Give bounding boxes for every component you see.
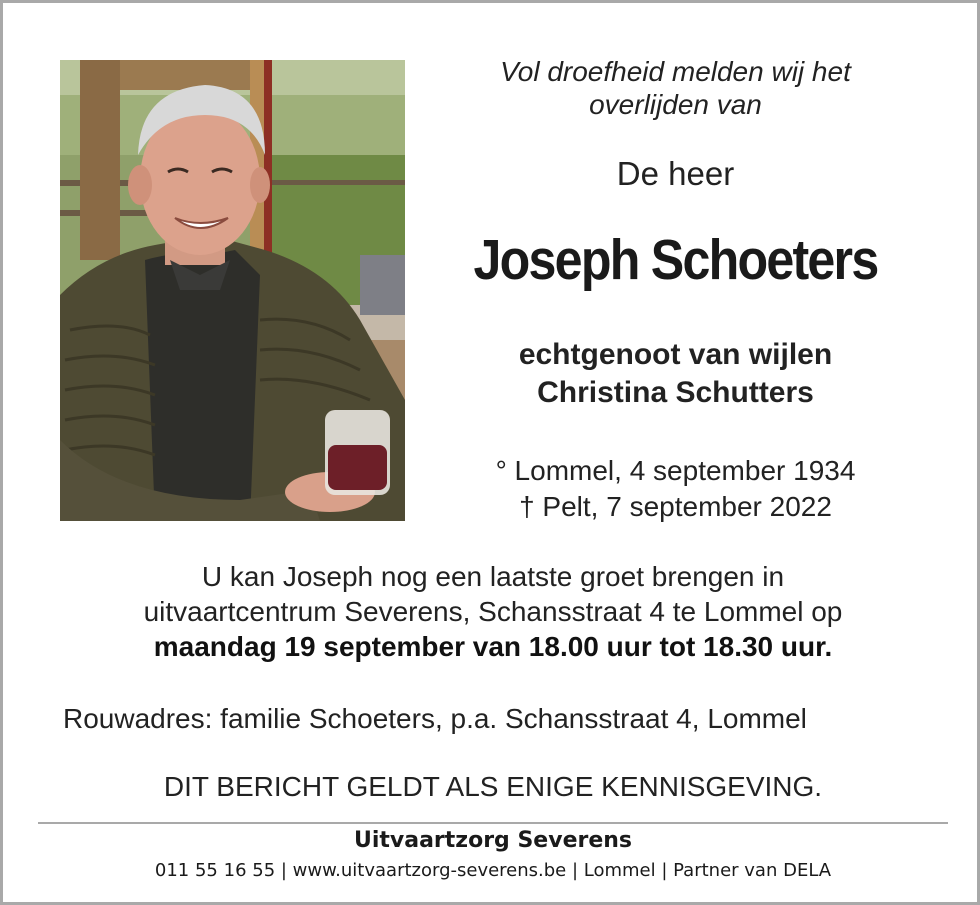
- visitation-info: [3, 559, 980, 664]
- intro-line-2: overlijden van: [589, 89, 762, 120]
- intro-text: [423, 55, 928, 121]
- portrait-photo: [60, 60, 405, 521]
- death-date: † Pelt, 7 september 2022: [519, 491, 832, 522]
- spouse-line-2: Christina Schutters: [537, 376, 814, 409]
- life-dates: [423, 453, 928, 525]
- deceased-name: Joseph Schoeters: [473, 228, 878, 292]
- intro-line-1: Vol droefheid melden wij het: [500, 56, 851, 87]
- footer-divider: [38, 822, 948, 824]
- visitation-line-1: U kan Joseph nog een laatste groet brengen in: [201, 561, 785, 592]
- funeral-home-contact: 011 55 16 55 | www.uitvaartzorg-severens.be | Lommel | Partner van DELA: [154, 860, 832, 881]
- spouse-line-1: echtgenoot van wijlen: [518, 338, 833, 371]
- mourning-address: Rouwadres: familie Schoeters, p.a. Schansstraat 4, Lommel: [63, 703, 807, 734]
- visitation-time: maandag 19 september van 18.00 uur tot 18.30 uur.: [153, 631, 833, 662]
- birth-date: ° Lommel, 4 september 1934: [495, 455, 856, 486]
- funeral-home-name: Uitvaartzorg Severens: [353, 828, 633, 853]
- official-notice: DIT BERICHT GELDT ALS ENIGE KENNISGEVING.: [163, 771, 823, 802]
- visitation-line-2: uitvaartcentrum Severens, Schansstraat 4 te Lommel op: [143, 596, 843, 627]
- spouse-info: [423, 336, 928, 412]
- honorific: De heer: [616, 155, 735, 192]
